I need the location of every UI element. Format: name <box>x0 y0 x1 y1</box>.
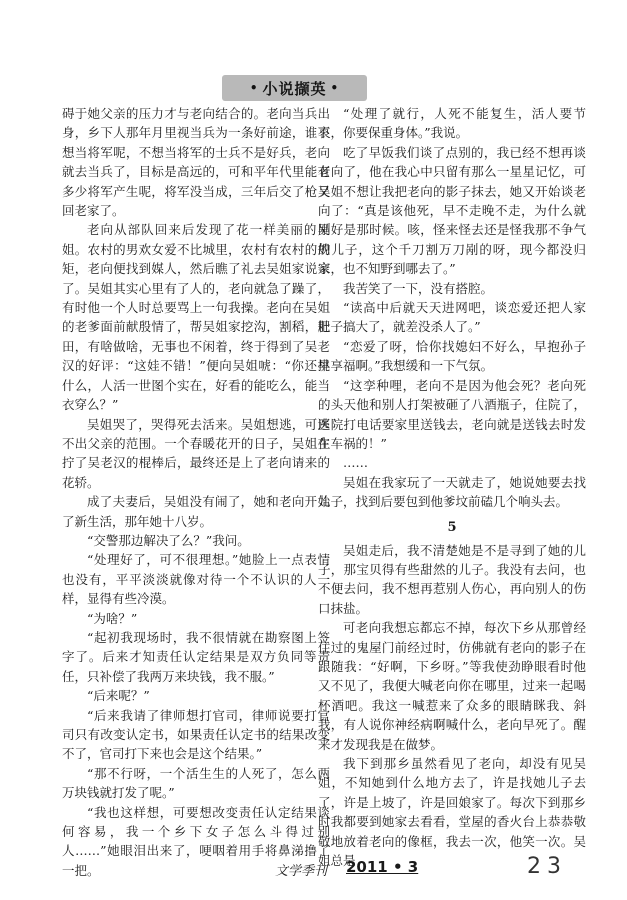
right-column-lower <box>318 541 586 871</box>
header-dot-left: • <box>249 81 259 95</box>
paragraph: 吴姐在我家玩了一天就走了，她说她要去找儿子，找到后要包到他爹坟前磕几个响头去。 <box>318 474 586 510</box>
journal-name: 文学季刊 <box>275 864 328 879</box>
paragraph: 碍于她父亲的压力才与老向结合的。老向当兵出身，乡下人那年月里视当兵为一条好前途，谁不想当将军呢，不想当将军的士兵不是好兵，老向就去当兵了，目标是高远的，可和平年代里能有多少将军产生呢，将军没当成，三年后交了枪又回老家了。 <box>62 106 330 219</box>
paragraph: 吃了早饭我们谈了点别的，我已经不想再谈老向了，他在我心中只留有那么一星星记忆，可吴姐不想让我把老向的影子抹去，她又开始谈老向了：“真是该他死，早不走晚不走，为什么就刚好是那时候。咳，怪来怪去还是怪我那不争气的儿子，这个千刀割万刀剐的呀，现今都没归家，也不知野到哪去了。” <box>318 144 586 277</box>
paragraph: “起初我现场时，我不很情就在勘察图上签字了。后来才知责任认定结果是双方负同等责任，只补偿了我两万来块钱，我不服。” <box>62 629 330 684</box>
paragraph: “读高中后就天天进网吧，谈恋爱还把人家肚子搞大了，就差没杀人了。” <box>318 300 586 335</box>
paragraph: 成了夫妻后，吴姐没有闹了，她和老向开始了新生活，那年她十八岁。 <box>62 494 330 529</box>
paragraph: 可老向我想忘都忘不掉，每次下乡从那曾经住过的鬼屋门前经过时，仿佛就有老向的影子在跟随我：“好啊，下乡呀。”等我使劲睁眼看时他又不见了，我便大喊老向你在哪里，过来一起喝杯酒吧。我这一喊惹来了众多的眼睛眯我、斜我，有人说你神经病啊喊什么，老向早死了。醒来才发现我是在做梦。 <box>318 620 586 752</box>
page-number: 23 <box>527 854 567 879</box>
page-footer <box>62 854 567 880</box>
paragraph: …… <box>343 455 368 471</box>
paragraph: 吴姐哭了，哭得死去活来。吴姐想逃，可逃不出父亲的范围。一个春暖花开的日子，吴姐在拧了吴老汉的棍棒后，最终还是上了老向请来的花轿。 <box>62 416 330 490</box>
paragraph: 吴姐走后，我不清楚她是不是寻到了她的儿子，那宝贝得有些甜然的儿子。我没有去问，也不便去问，我不想再惹别人伤心，再向别人的伤口抹盐。 <box>318 542 586 616</box>
paragraph: “我也这样想，可要想改变责任认定结果谈何容易，我一个乡下女子怎么斗得过别人……”她眼泪出来了，哽咽着用手将鼻涕撸了一把。 <box>62 804 330 878</box>
section-title: 小说撷英 <box>262 79 327 98</box>
paragraph: 我苦笑了一下，没有搭腔。 <box>343 280 494 296</box>
paragraph: “这孪种哩，老向不是因为他会死？老向死的头天他和别人打架被砸了八酒瓶子，住院了，医院打电话要家里送钱去，老向就是送钱去时发生车祸的！” <box>318 377 586 451</box>
paragraph: “为啥？” <box>87 610 138 626</box>
header-dot-right: • <box>330 81 340 95</box>
section-number: 5 <box>447 519 457 535</box>
paragraph: “恋爱了呀，恰你找媳妇不好么，早抱孙子早享福啊。”我想缓和一下气氛。 <box>318 338 586 374</box>
issue-number: 2011 • 3 <box>346 858 419 876</box>
left-text-column <box>62 104 330 880</box>
paragraph: “处理好了，可不很理想。”她脸上一点表情也没有，平平淡淡就像对待一个不认识的人一样，显得有些冷漠。 <box>62 552 330 607</box>
right-text-column <box>318 104 586 870</box>
paragraph: “交警那边解决了么？”我问。 <box>87 532 250 548</box>
paragraph: 我下到那乡虽然看见了老向，却没有见吴姐，不知她到什么地方去了，许是找她儿子去了，许是上坡了，许是回娘家了。每次下到那乡时我都要到她家去看看，堂屋的香火台上恭恭敬敬地放着老向的像框，我去一次，他笑一次。吴姐总是 <box>318 756 586 869</box>
paragraph: “那不行呀，一个活生生的人死了，怎么两万块钱就打发了呢。” <box>62 765 330 801</box>
paragraph: 老向从部队回来后发现了花一样美丽的吴姐。农村的男欢女爱不比城里，农村有农村的规矩，老向便找到媒人，然后瞧了礼去吴姐家说亲了。吴姐其实心里有了人的，老向就急了躁了，有时他一个人时总要骂上一句我操。老向在吴姐的老爹面前献殷情了，帮吴姐家挖沟，割稻，耙田，有啥做啥，无事也不闲着，终于得到了吴老汉的好评：“这娃不错！”便向吴姐唬：“你还挑什么，人活一世图个实在，好看的能吃么，能当衣穿么？” <box>62 222 330 413</box>
right-column-upper <box>318 104 586 512</box>
paragraph: “处理了就行，人死不能复生，活人要节哀，你要保重身体。”我说。 <box>318 106 586 141</box>
section-header <box>222 75 367 101</box>
paragraph: “后来呢？” <box>87 688 150 704</box>
paragraph: “后来我请了律师想打官司，律师说要打官司只有改变认定书，如果责任认定书的结果改变不了，官司打下来也会是这个结果。” <box>62 707 330 762</box>
